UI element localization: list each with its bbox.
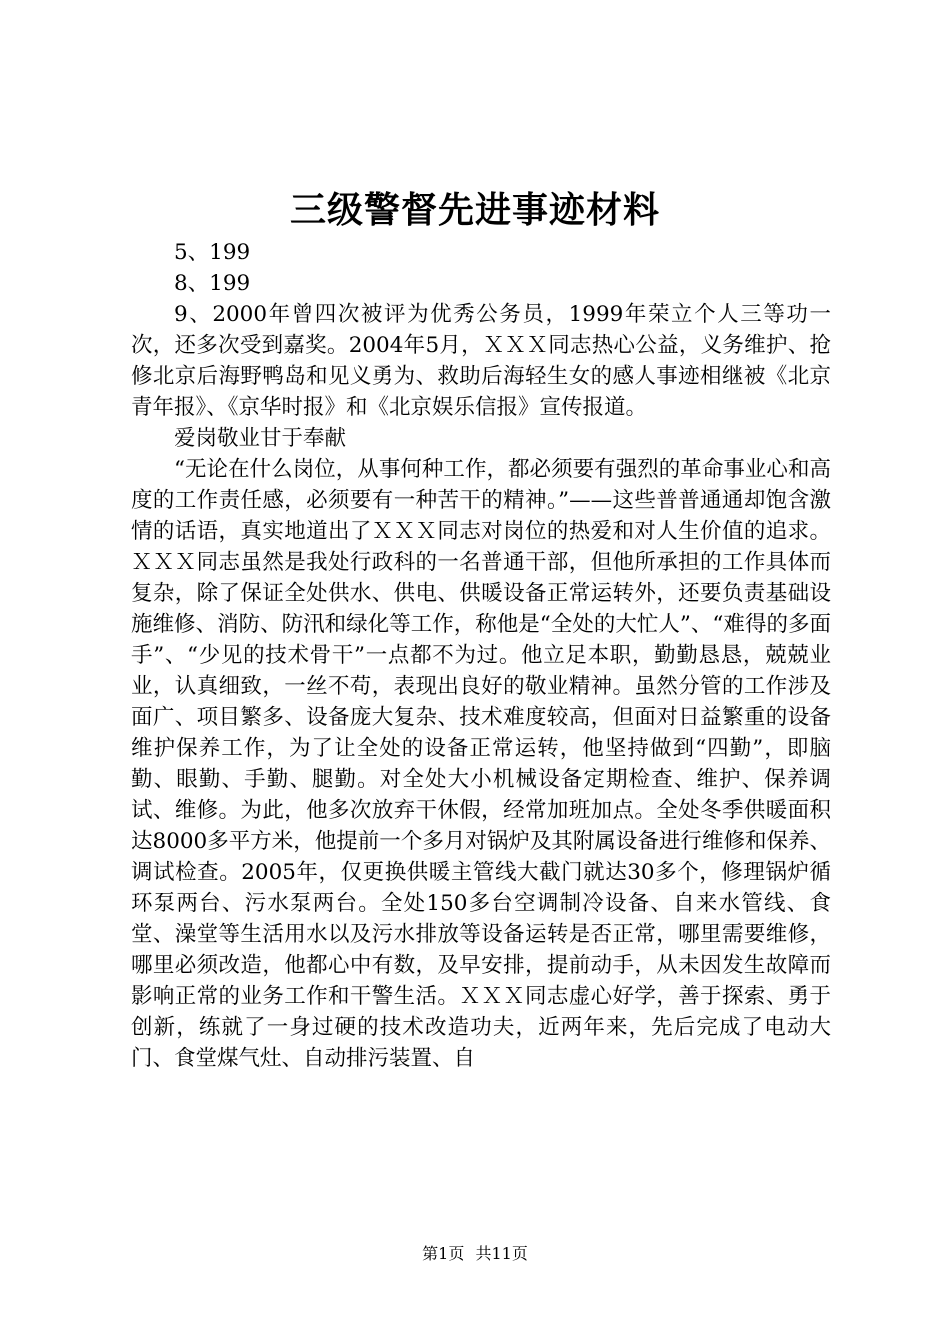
paragraph-item-1: 5、199 (174, 240, 251, 265)
document-title: 三级警督先进事迹材料 (289, 189, 660, 231)
paragraph-honors: 9、2000年曾四次被评为优秀公务员，1999年荣立个人三等功一次，还多次受到嘉奖。2004年5月，ＸＸＸ同志热心公益，义务维护、抢修北京后海野鸭岛和见义勇为、救助后海轻生女的感人事迹相继被《北京青年报》、《京华时报》和《北京娱乐信报》宣传报道。 (131, 302, 831, 420)
total-pages: 共11页 (475, 1244, 528, 1263)
section-heading: 爱岗敬业甘于奉献 (174, 426, 347, 451)
page-number: 第1页 (422, 1244, 465, 1263)
paragraph-item-2: 8、199 (174, 271, 251, 296)
paragraph-main: “无论在什么岗位，从事何种工作，都必须要有强烈的革命事业心和高度的工作责任感，必须要有一种苦干的精神。”——这些普普通通却饱含激情的话语，真实地道出了ＸＸＸ同志对岗位的热爱和对人生价值的追求。ＸＸＸ同志虽然是我处行政科的一名普通干部，但他所承担的工作具体而复杂，除了保证全处供水、供电、供暖设备正常运转外，还要负责基础设施维修、消防、防汛和绿化等工作，称他是“全处的大忙人”、“难得的多面手”、“少见的技术骨干”一点都不为过。他立足本职，勤勤恳恳，兢兢业业，认真细致，一丝不苟，表现出良好的敬业精神。虽然分管的工作涉及面广、项目繁多、设备庞大复杂、技术难度较高，但面对日益繁重的设备维护保养工作，为了让全处的设备正常运转，他坚持做到“四勤”，即脑勤、眼勤、手勤、腿勤。对全处大小机械设备定期检查、维护、保养调试、维修。为此，他多次放弃干休假，经常加班加点。全处冬季供暖面积达8000多平方米，他提前一个多月对锅炉及其附属设备进行维修和保养、调试检查。2005年，仅更换供暖主管线大截门就达30多个，修理锅炉循环泵两台、污水泵两台。全处150多台空调制冷设备、自来水管线、食堂、澡堂等生活用水以及污水排放等设备运转是否正常，哪里需要维修，哪里必须改造，他都心中有数，及早安排，提前动手，从未因发生故障而影响正常的业务工作和干警生活。ＸＸＸ同志虚心好学，善于探索、勇于创新，练就了一身过硬的技术改造功夫，近两年来，先后完成了电动大门、食堂煤气灶、自动排污装置、自 (131, 457, 831, 1071)
page-footer (0, 1243, 950, 1265)
document-body (131, 237, 831, 1074)
